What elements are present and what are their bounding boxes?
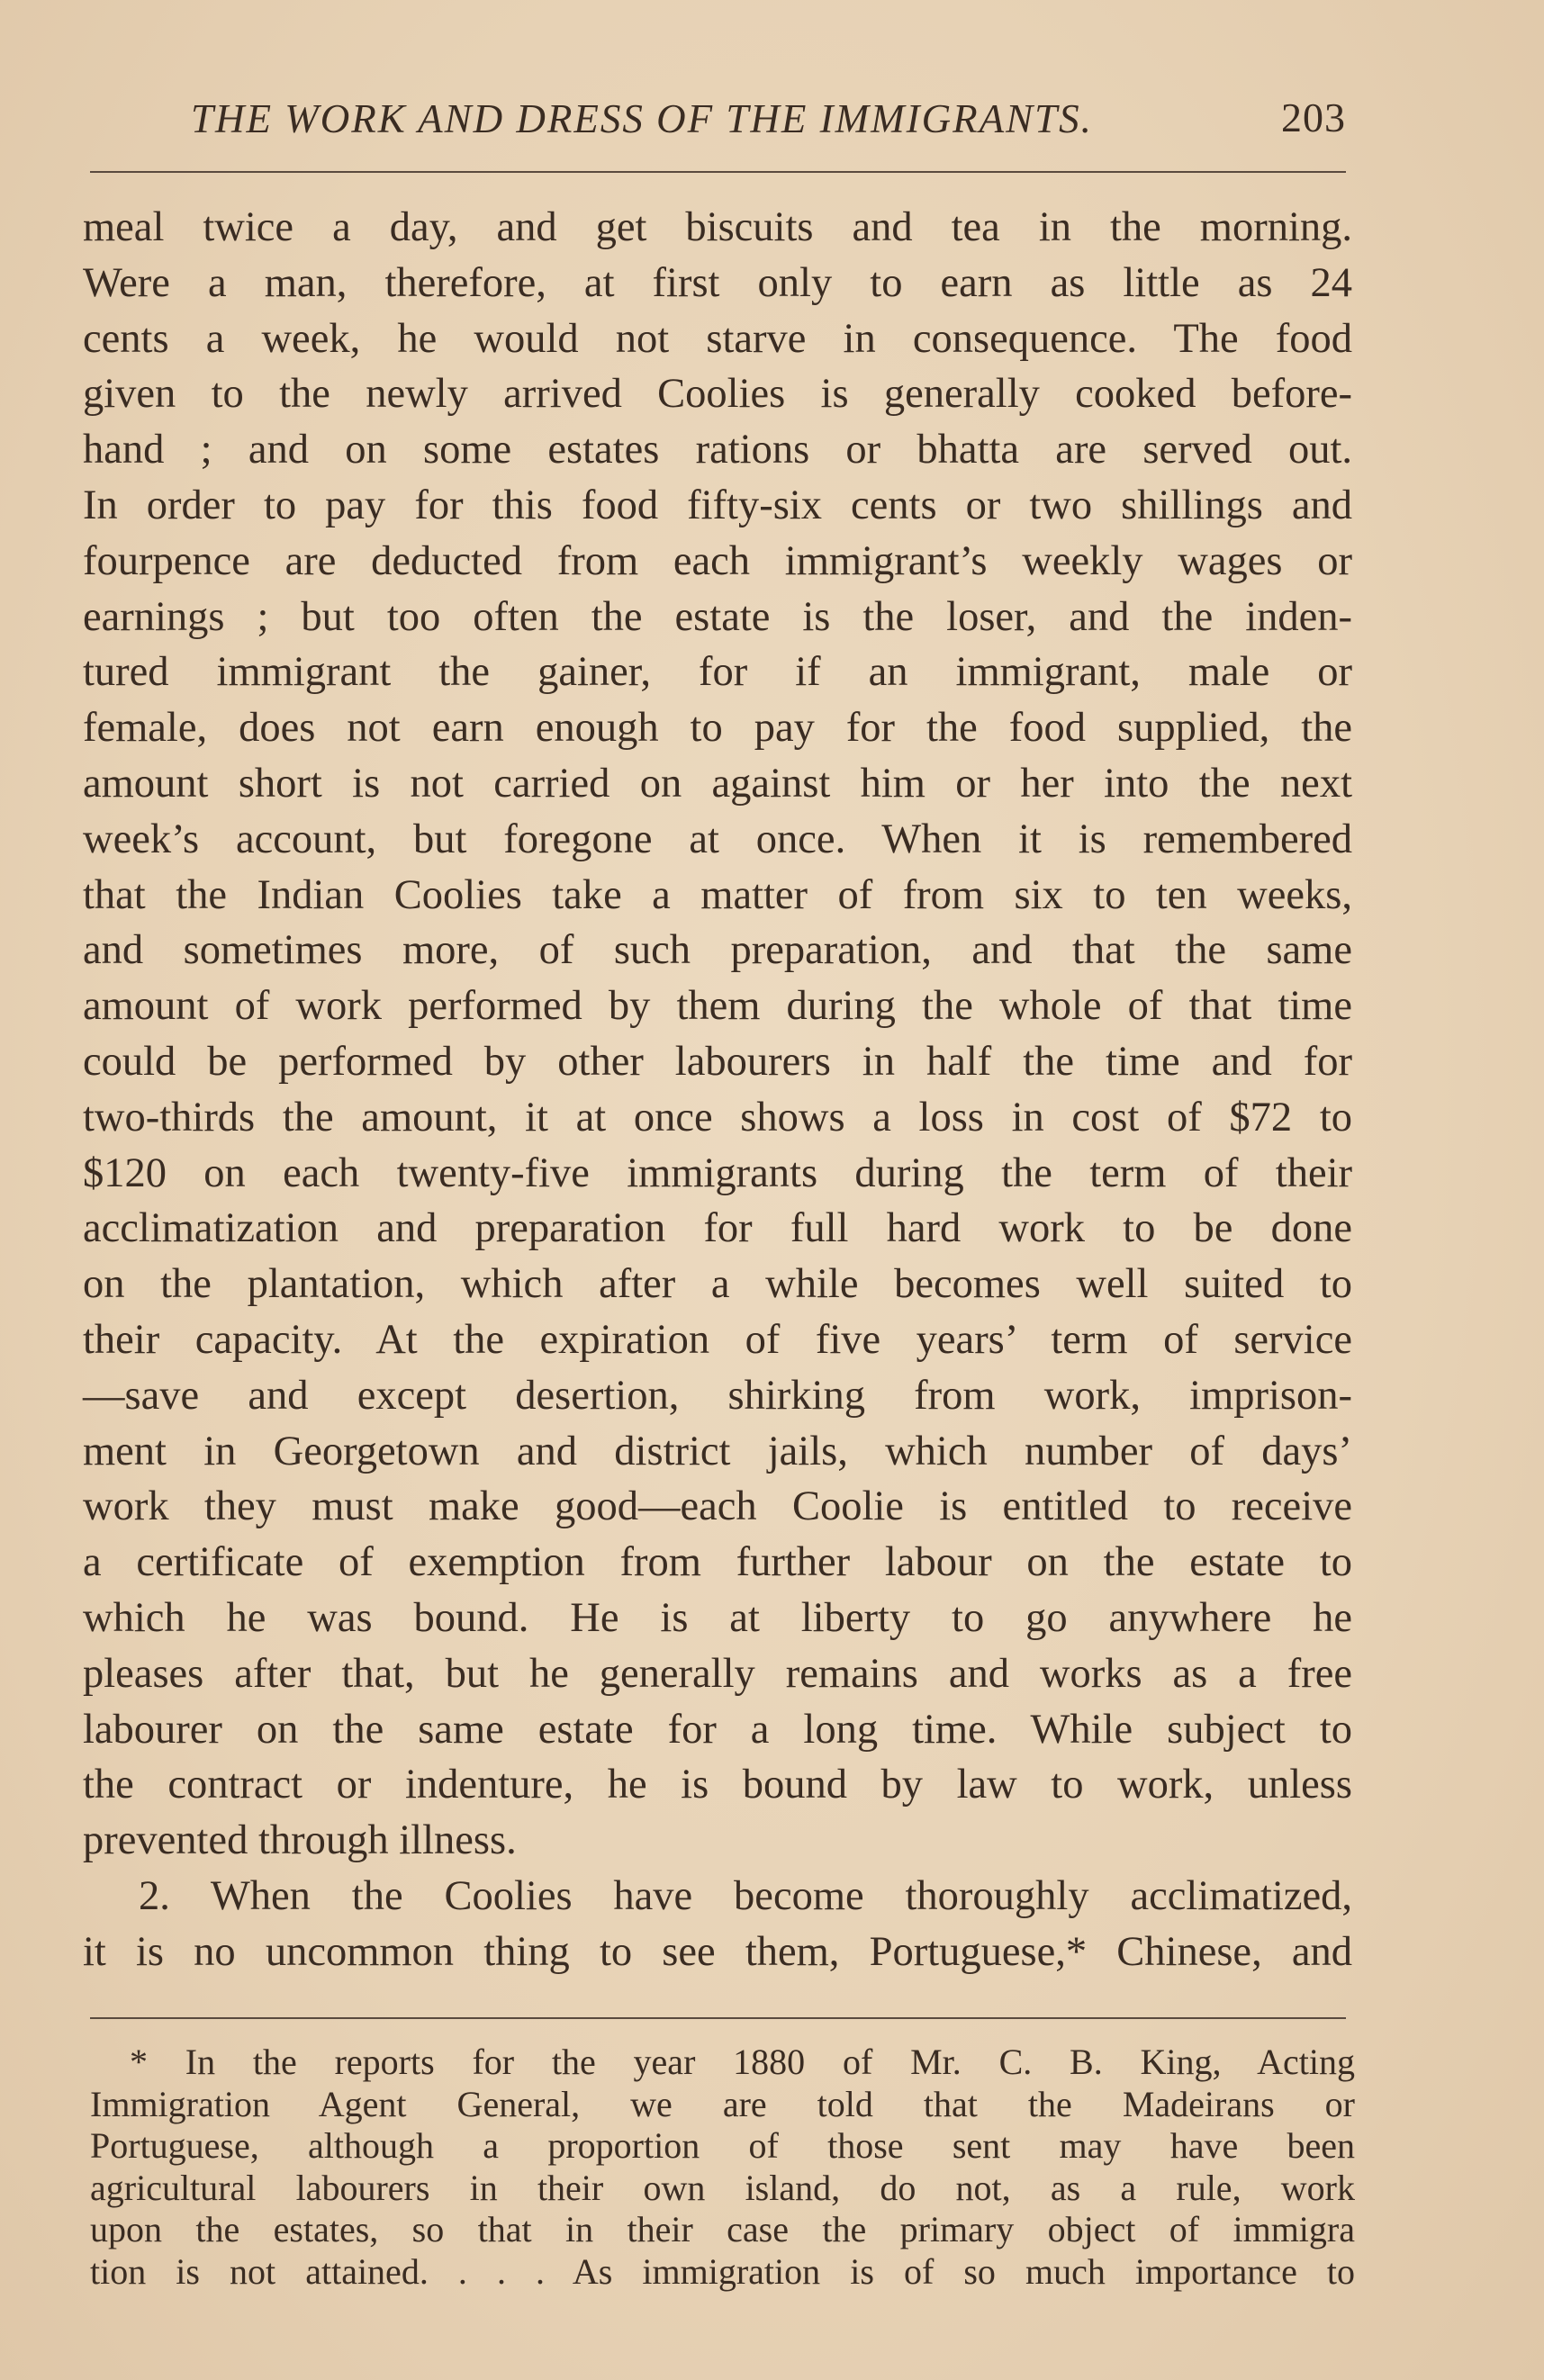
body-line: amount of work performed by them during the whole of that time (83, 983, 1352, 1030)
body-line: pleases after that, but he generally remains and works as a free (83, 1650, 1352, 1697)
body-line: that the Indian Coolies take a matter of from six to ten weeks, (83, 871, 1352, 918)
body-line: given to the newly arrived Coolies is generally cooked before- (83, 371, 1352, 418)
body-line: two-thirds the amount, it at once shows a loss in cost of $72 to (83, 1094, 1352, 1140)
footnote-line: agricultural labourers in their own island, do not, as a rule, work (90, 2167, 1355, 2208)
footnote-line: upon the estates, so that in their case the primary object of immigra (90, 2209, 1355, 2250)
body-line: could be performed by other labourers in half the time and for (83, 1038, 1352, 1085)
page-header (90, 90, 1346, 153)
body-line: earnings ; but too often the estate is the loser, and the inden- (83, 593, 1352, 640)
body-line: their capacity. At the expiration of five years’ term of service (83, 1316, 1352, 1363)
body-line: cents a week, he would not starve in consequence. The food (83, 315, 1352, 362)
body-line: prevented through illness. (83, 1817, 517, 1864)
body-line: female, does not earn enough to pay for the food supplied, the (83, 705, 1352, 752)
body-line: meal twice a day, and get biscuits and tea in the morning. (83, 204, 1352, 250)
footnote-line: Portuguese, although a proportion of those sent may have been (90, 2125, 1355, 2167)
footnote-line: Immigration Agent General, we are told that the Madeirans or (90, 2083, 1355, 2124)
footnote (90, 2042, 1355, 2294)
body-line: ment in Georgetown and district jails, which number of days’ (83, 1428, 1352, 1474)
body-line: it is no uncommon thing to see them, Portuguese,* Chinese, and (83, 1928, 1352, 1975)
body-line: work they must make good—each Coolie is entitled to receive (83, 1483, 1352, 1530)
footnote-rule (90, 2017, 1346, 2019)
footnote-line: tion is not attained. . . . As immigration is of so much importance to (90, 2250, 1355, 2292)
page-number: 203 (1281, 95, 1346, 140)
body-line: acclimatization and preparation for full hard work to be done (83, 1205, 1352, 1252)
footnote-line: * In the reports for the year 1880 of Mr. C. B. King, Acting (130, 2042, 1355, 2082)
running-title: THE WORK AND DRESS OF THE IMMIGRANTS. (191, 96, 1093, 141)
body-line: 2. When the Coolies have become thoroughly acclimatized, (139, 1872, 1352, 1919)
body-line: hand ; and on some estates rations or bhatta are served out. (83, 427, 1352, 473)
body-line: labourer on the same estate for a long time. While subject to (83, 1706, 1352, 1753)
body-line: amount short is not carried on against him or her into the next (83, 760, 1352, 807)
body-line: on the plantation, which after a while becomes well suited to (83, 1261, 1352, 1308)
body-line: —save and except desertion, shirking from work, imprison- (83, 1372, 1352, 1419)
body-line: tured immigrant the gainer, for if an immigrant, male or (83, 649, 1352, 696)
body-line: the contract or indenture, he is bound by law to work, unless (83, 1762, 1352, 1808)
body-line: fourpence are deducted from each immigrant’s weekly wages or (83, 537, 1352, 584)
body-line: and sometimes more, of such preparation, and that the same (83, 927, 1352, 974)
body-line: which he was bound. He is at liberty to go anywhere he (83, 1594, 1352, 1641)
body-line: week’s account, but foregone at once. When it is remembered (83, 816, 1352, 862)
body-line: In order to pay for this food fifty-six cents or two shillings and (83, 482, 1352, 528)
body-text (83, 200, 1352, 1980)
header-rule (90, 171, 1346, 173)
body-line: $120 on each twenty-five immigrants during the term of their (83, 1149, 1352, 1196)
body-line: Were a man, therefore, at first only to earn as little as 24 (83, 259, 1352, 306)
body-line: a certificate of exemption from further labour on the estate to (83, 1539, 1352, 1586)
